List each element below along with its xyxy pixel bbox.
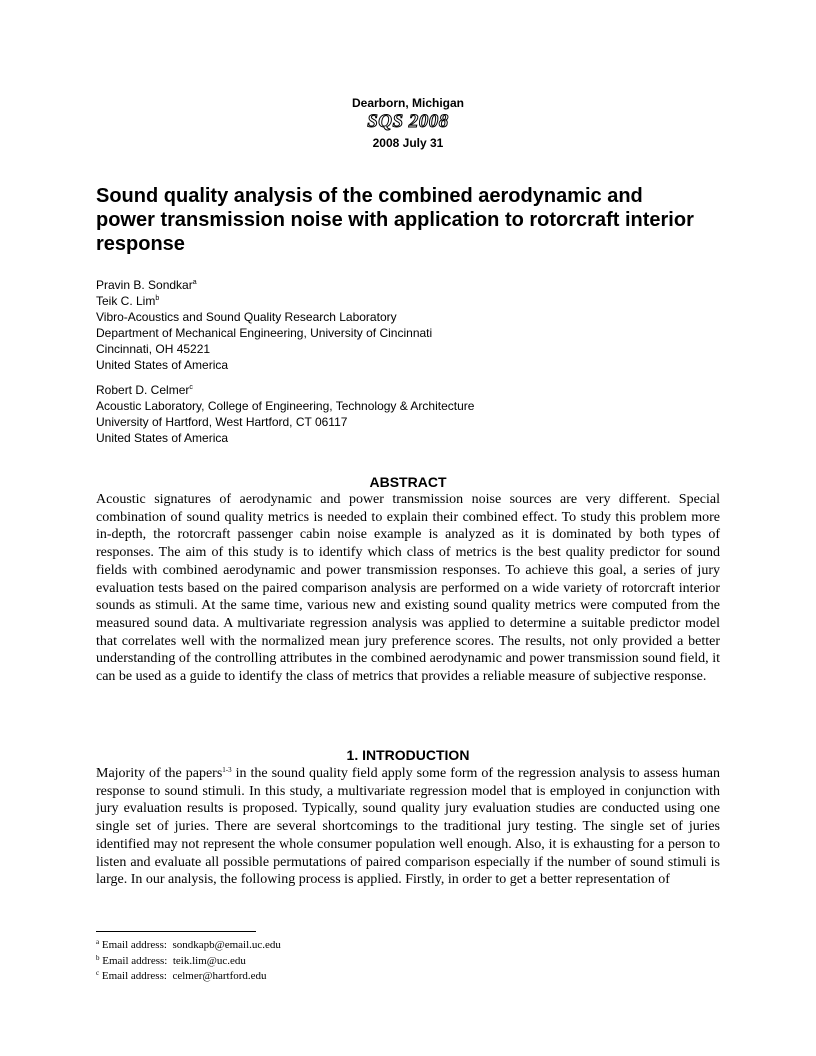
footnote-divider	[96, 931, 256, 932]
affiliation-line: Department of Mechanical Engineering, University of Cincinnati	[96, 326, 433, 340]
author-name: Robert D. Celmer	[96, 383, 190, 397]
conference-location: Dearborn, Michigan	[351, 96, 464, 110]
conference-name: SQS 2008	[367, 111, 449, 132]
affiliation-line: University of Hartford, West Hartford, CT 06117	[96, 415, 348, 429]
introduction-heading: 1. INTRODUCTION	[346, 747, 470, 763]
author-name: Pravin B. Sondkar	[96, 278, 193, 292]
footnote-mark: c	[96, 969, 100, 977]
footnote-label: Email address:	[102, 954, 168, 967]
citation-ref: 1-3	[222, 766, 232, 774]
affiliation-line: United States of America	[96, 358, 229, 372]
author-line	[96, 277, 736, 293]
footnote	[96, 954, 696, 970]
footnotes	[96, 938, 696, 985]
intro-text-rest: in the sound quality field apply some form of the regression analysis to assess human response to sound stimuli. In this study, a multivariate regression model that is employed in conjunction with jury evaluation results is proposed. Typically, sound quality jury evaluation studies are conducted using one single set of juries. There are several shortcomings to the traditional jury testing. The single set of juries identified may not represent the whole consumer population well enough. Also, it is exhausting for a person to listen and evaluate all possible permutations of paired comparison especially if the number of sound stimuli is large. In our analysis, the following process is applied. Firstly, in order to get a better representation of	[96, 766, 720, 888]
abstract-heading: ABSTRACT	[369, 474, 447, 490]
footnote-mark: b	[96, 953, 100, 962]
affiliation-line: Acoustic Laboratory, College of Engineering, Technology & Architecture	[96, 399, 475, 413]
author-block-2	[96, 382, 736, 446]
footnote-email: teik.lim@uc.edu	[172, 954, 246, 967]
author-line	[96, 293, 736, 309]
conference-date: 2008 July 31	[372, 136, 444, 150]
author-name: Teik C. Lim	[96, 294, 156, 308]
footnote-email: celmer@hartford.edu	[172, 970, 267, 982]
footnote-mark: a	[96, 938, 100, 946]
introduction-text	[96, 765, 720, 889]
affiliation-line: Cincinnati, OH 45221	[96, 342, 211, 356]
footnote	[96, 969, 696, 985]
author-mark: c	[189, 384, 193, 391]
footnote-email: sondkapb@email.uc.edu	[172, 939, 281, 951]
author-block-1	[96, 277, 736, 373]
author-mark: b	[155, 295, 160, 302]
author-mark: a	[192, 279, 197, 286]
affiliation-line: Vibro-Acoustics and Sound Quality Research Laboratory	[96, 310, 397, 324]
footnote-label: Email address:	[101, 939, 167, 951]
abstract-text: Acoustic signatures of aerodynamic and power transmission noise sources are very different. Special combination of sound quality metrics is needed to explain their combined effect. To study this problem more in-depth, the rotorcraft passenger cabin noise example is analyzed as it is dominated by both types of responses. The aim of this study is to identify which class of metrics is the best quality predictor for sound fields with combined aerodynamic and power transmission responses. To achieve this goal, a series of jury evaluation tests based on the paired comparison analysis are performed on a wide variety of rotorcraft interior sounds as stimuli. At the same time, various new and existing sound quality metrics were computed from the measured sound data. A multivariate regression analysis was applied to determine a suitable predictor model that correlates well with the normalized mean jury preference scores. The results, not only provided a better understanding of the controlling attributes in the combined aerodynamic and power transmission sound field, it can be used as a guide to identify the class of metrics that provides a reliable measure of subjective response.	[96, 492, 720, 685]
footnote-label: Email address:	[101, 970, 167, 982]
footnote	[96, 938, 696, 954]
paper-title: Sound quality analysis of the combined aerodynamic and power transmission noise with application to rotorcraft interior response	[96, 185, 694, 255]
affiliation-line: United States of America	[96, 431, 229, 445]
author-line	[96, 382, 736, 398]
intro-text-start: Majority of the papers	[96, 766, 223, 781]
